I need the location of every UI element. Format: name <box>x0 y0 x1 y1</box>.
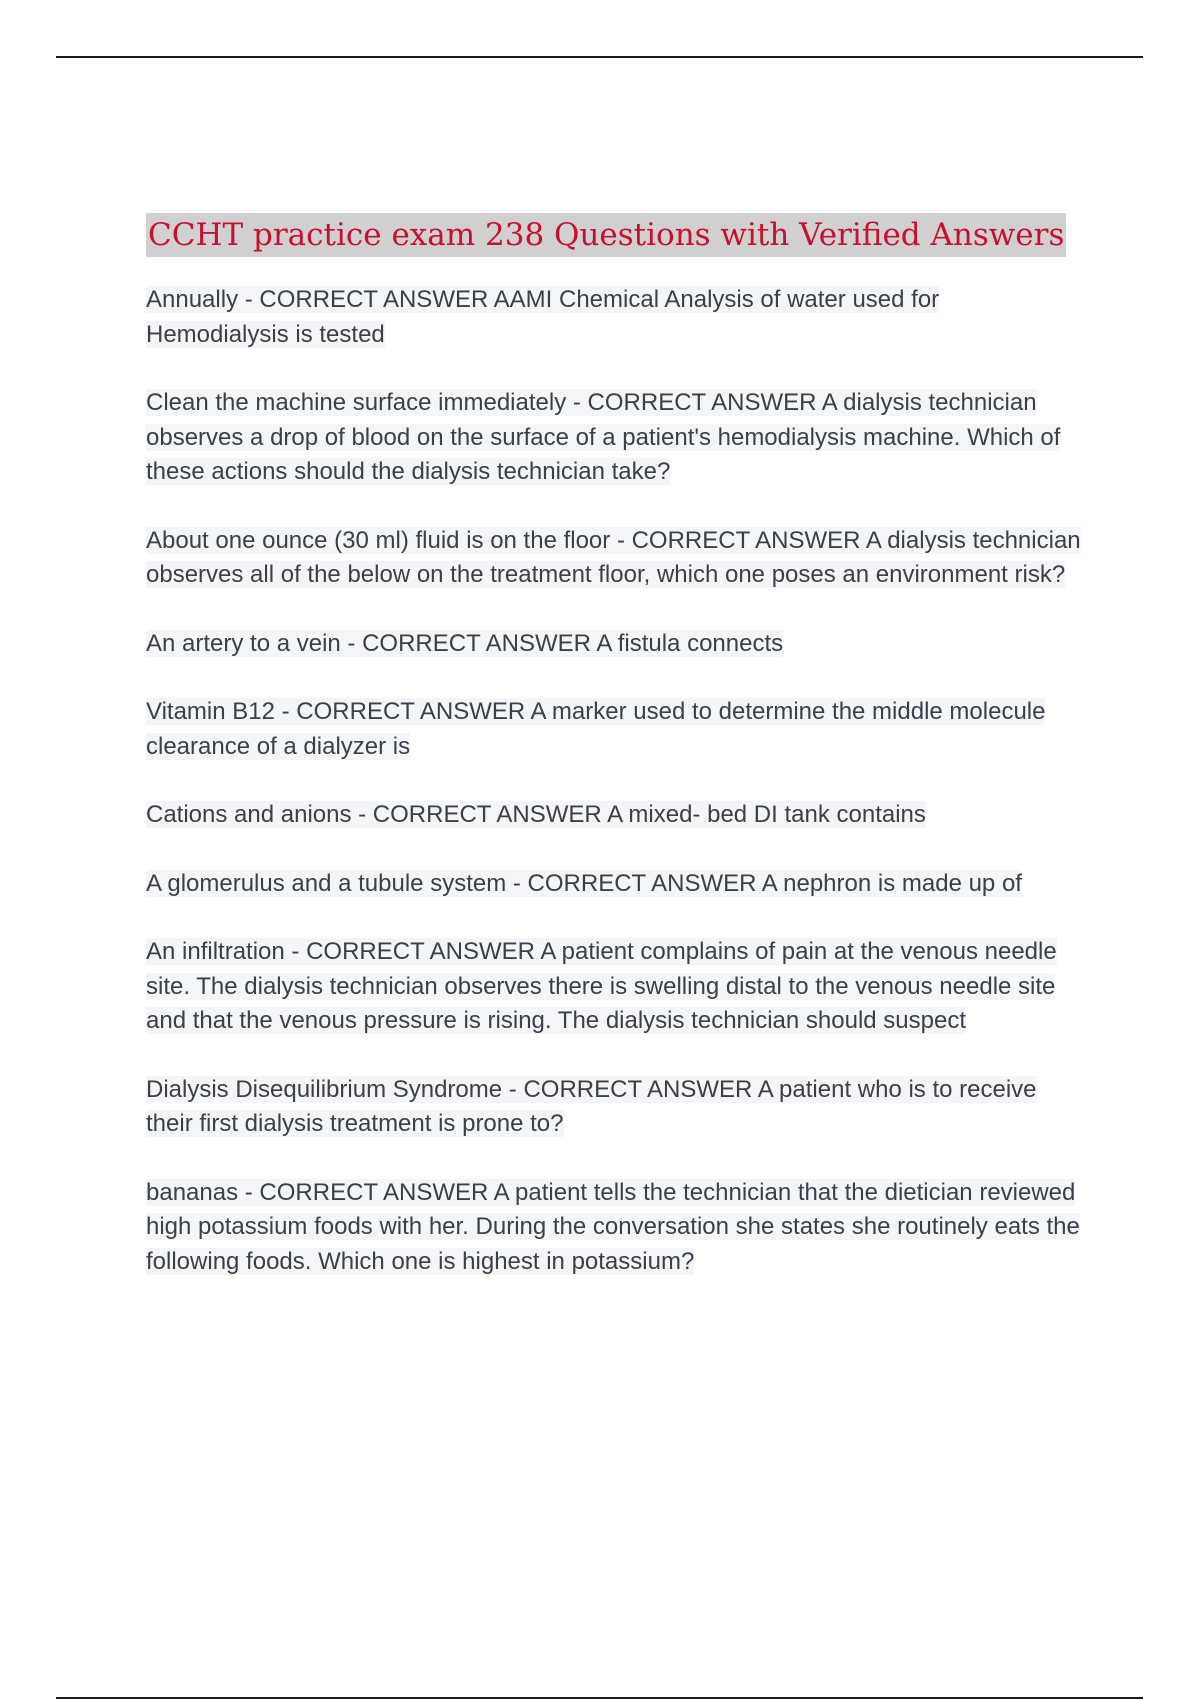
qa-entry-6 <box>146 798 1086 833</box>
qa-entry-7 <box>146 867 1086 902</box>
qa-entry-3 <box>146 524 1086 593</box>
qa-entry-text: Dialysis Disequilibrium Syndrome - CORRECT ANSWER A patient who is to receive their first dialysis treatment is prone to? <box>146 1075 1037 1137</box>
document-body <box>146 213 1086 1313</box>
qa-entry-text: Vitamin B12 - CORRECT ANSWER A marker used to determine the middle molecule clearance of a dialyzer is <box>146 698 1046 760</box>
qa-entry-8 <box>146 935 1086 1039</box>
qa-entry-9 <box>146 1073 1086 1142</box>
qa-entry-text: About one ounce (30 ml) fluid is on the floor - CORRECT ANSWER A dialysis technician observes all of the below on the treatment floor, which one poses an environment risk? <box>146 526 1081 588</box>
document-title: CCHT practice exam 238 Questions with Verified Answers <box>146 213 1066 257</box>
qa-entry-text: Cations and anions - CORRECT ANSWER A mixed- bed DI tank contains <box>146 801 926 828</box>
qa-entry-text: An artery to a vein - CORRECT ANSWER A fistula connects <box>146 629 784 657</box>
qa-entry-5 <box>146 695 1086 764</box>
qa-entry-2 <box>146 386 1086 490</box>
qa-entry-text: A glomerulus and a tubule system - CORRECT ANSWER A nephron is made up of <box>146 869 1022 897</box>
header-rule <box>56 56 1143 58</box>
footer-rule <box>56 1697 1143 1699</box>
qa-entry-text: Annually - CORRECT ANSWER AAMI Chemical Analysis of water used for Hemodialysis is tested <box>146 286 940 348</box>
qa-entry-4 <box>146 627 1086 662</box>
qa-entry-1 <box>146 283 1086 352</box>
qa-entry-10 <box>146 1176 1086 1280</box>
qa-entry-text: Clean the machine surface immediately - CORRECT ANSWER A dialysis technician observes a drop of blood on the surface of a patient's hemodialysis machine. Which of these actions should the dialysis technician take? <box>146 389 1061 485</box>
qa-entry-text: An infiltration - CORRECT ANSWER A patient complains of pain at the venous needle site. The dialysis technician observes there is swelling distal to the venous needle site and that the venous pressure is rising. The dialysis technician should suspect <box>146 938 1057 1034</box>
qa-entry-text: bananas - CORRECT ANSWER A patient tells the technician that the dietician reviewed high potassium foods with her. During the conversation she states she routinely eats the following foods. Which one is highest in potassium? <box>146 1178 1080 1275</box>
